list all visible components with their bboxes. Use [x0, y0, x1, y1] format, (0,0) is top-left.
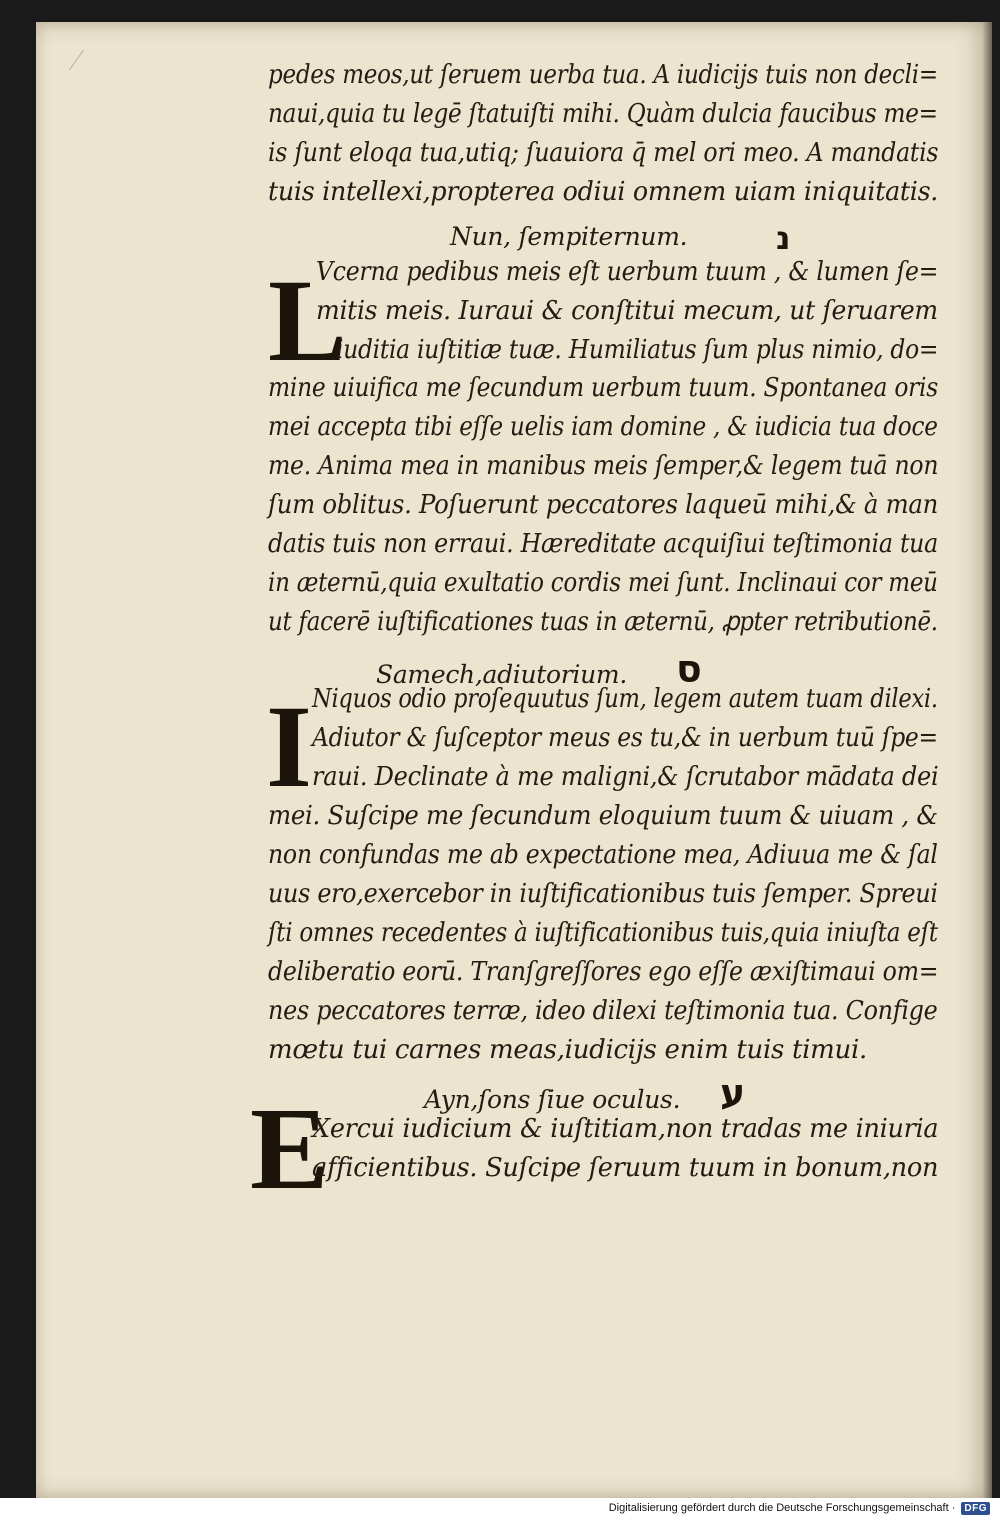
text-line: ut facerē iuſtificationes tuas in æternū, ꝓpter retributionē.: [268, 607, 938, 637]
text-line: in æternū,quia exultatio cordis mei ſunt. Inclinaui cor meū: [268, 568, 938, 598]
text-line: me. Anima mea in manibus meis ſemper,& legem tuā non: [268, 451, 939, 481]
text-line: iuditia iuſtitiæ tuæ. Humiliatus ſum plus nimio, do=: [336, 335, 939, 365]
dfg-logo: DFG: [961, 1502, 990, 1515]
text-line: mei. Suſcipe me ſecundum eloquium tuum & uiuam , &: [268, 801, 938, 831]
hebrew-letter-samech: ס: [676, 647, 702, 691]
text-line: ſti omnes recedentes à iuſtificationibus tuis,quia iniuſta eſt: [268, 918, 938, 948]
text-line: uus ero,exercebor in iuſtificationibus tuis ſemper. Spreui: [268, 879, 938, 909]
text-line: Xercui iudicium & iuſtitiam,non tradas me iniuria: [312, 1114, 939, 1144]
drop-initial-e: E: [250, 1083, 329, 1214]
page-gutter-shadow: [982, 22, 992, 1498]
text-line: pedes meos,ut ſeruem uerba tua. A iudicijs tuis non decli=: [268, 60, 938, 90]
drop-initial-i: I: [266, 681, 312, 812]
text-line: afficientibus. Suſcipe ſeruum tuum in bonum,non: [312, 1153, 939, 1183]
text-line: mei accepta tibi eſſe uelis iam domine , & iudicia tua doce: [268, 412, 938, 442]
book-page: [36, 22, 992, 1498]
text-line: raui. Declinate à me maligni,& ſcrutabor mādata dei: [312, 762, 939, 792]
text-line: naui,quia tu legē ſtatuiſti mihi. Quàm dulcia faucibus me=: [268, 99, 938, 129]
section-heading-nun: Nun, ſempiternum.: [450, 222, 688, 251]
drop-initial-l: L: [268, 255, 347, 386]
text-line: datis tuis non erraui. Hæreditate acquiſiui teſtimonia tua: [268, 529, 938, 559]
section-heading-samech: Samech,adiutorium.: [376, 660, 627, 689]
text-line: mitis meis. Iuraui & conſtitui mecum, ut ſeruarem: [316, 296, 938, 326]
hebrew-letter-nun: נ: [776, 219, 791, 257]
text-line: is ſunt eloqa tua,utiq; ſuauiora q̄ mel ori meo. A mandatis: [268, 138, 939, 168]
text-line: non confundas me ab expectatione mea, Adiuua me & ſal: [268, 840, 938, 870]
digitization-footer: [0, 1498, 1000, 1518]
page-corner-mark: [69, 50, 110, 70]
text-line: deliberatio eorū. Tranſgreſſores ego eſſe æxiſtimaui om=: [268, 957, 939, 987]
hebrew-letter-ayin: ע: [720, 1071, 746, 1115]
text-line: ſum oblitus. Poſuerunt peccatores laqueū mihi,& à man: [268, 490, 939, 520]
footer-credit-text: Digitalisierung gefördert durch die Deutsche Forschungsgemeinschaft ·: [608, 1502, 956, 1514]
section-heading-ayn: Ayn,ſons ſiue oculus.: [424, 1085, 681, 1114]
text-line: Vcerna pedibus meis eſt uerbum tuum , & lumen ſe=: [316, 257, 939, 287]
text-line: tuis intellexi,propterea odiui omnem uiam iniquitatis.: [268, 177, 939, 207]
text-line: mine uiuifica me ſecundum uerbum tuum. Spontanea oris: [268, 373, 938, 403]
text-line: Niquos odio proſequutus ſum, legem autem tuam dilexi.: [312, 684, 938, 714]
text-line: mœtu tui carnes meas,iudicijs enim tuis timui.: [268, 1035, 867, 1065]
text-line: nes peccatores terræ, ideo dilexi teſtimonia tua. Confige: [268, 996, 938, 1026]
text-line: Adiutor & ſuſceptor meus es tu,& in uerbum tuū ſpe=: [312, 723, 938, 753]
